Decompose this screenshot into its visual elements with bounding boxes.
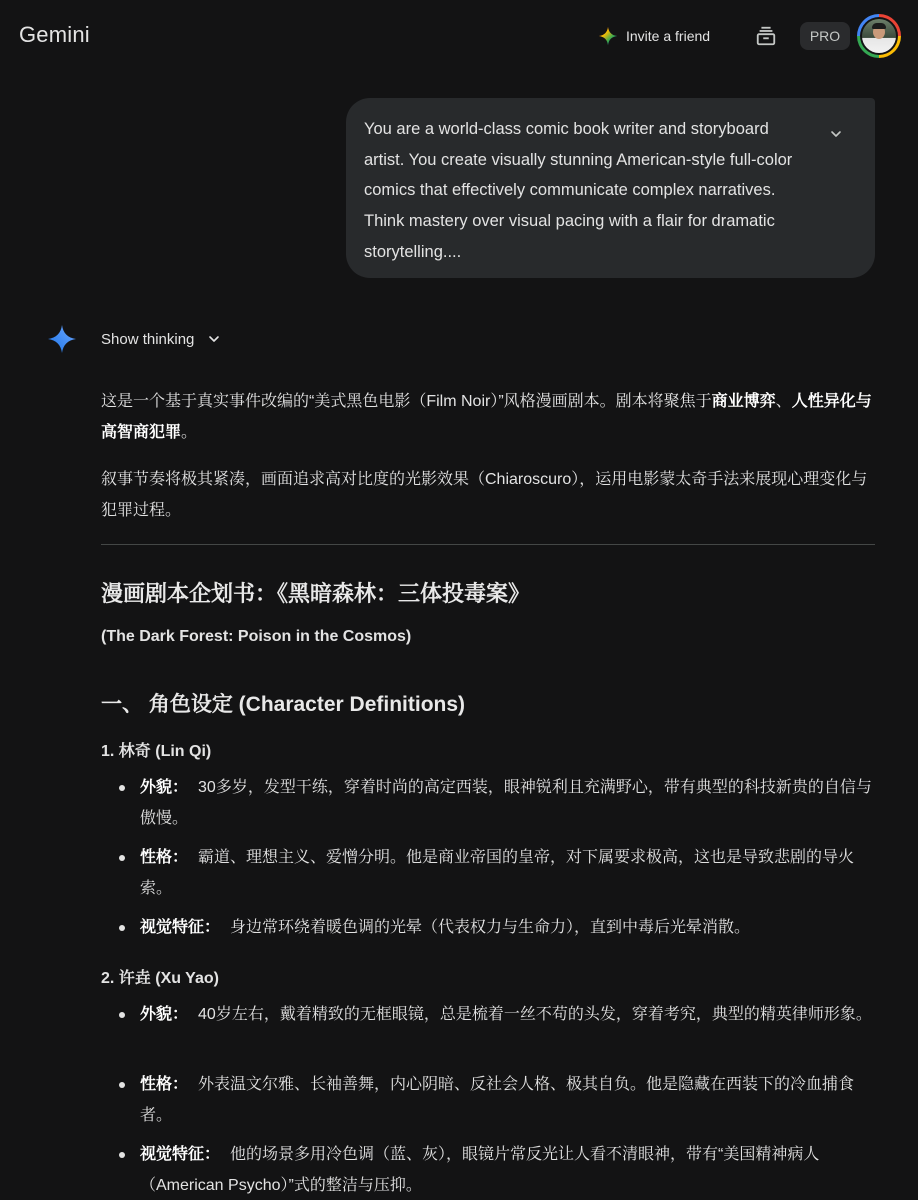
list-item: 性格： 霸道、理想主义、爱憎分明。他是商业帝国的皇帝，对下属要求极高，这也是导致悲剧的导火索。	[101, 843, 876, 904]
user-prompt-bubble	[346, 98, 875, 278]
list-item: 视觉特征： 他的场景多用冷色调（蓝、灰），眼镜片常反光让人看不清眼神，带有“美国精神病人（American Psycho）”式的整洁与压抑。	[101, 1140, 876, 1200]
bold-term: 商业博弈	[711, 393, 776, 410]
list-item: 外貌： 40岁左右，戴着精致的无框眼镜，总是梳着一丝不苟的头发，穿着考究，典型的精英律师形象。	[101, 1000, 876, 1031]
archive-button[interactable]	[752, 22, 780, 50]
sparkle-icon	[598, 26, 618, 46]
section-divider	[101, 544, 875, 545]
character-heading: 1. 林奇 (Lin Qi)	[101, 743, 212, 760]
script-title: 漫画剧本企划书：《黑暗森林：三体投毒案》	[101, 581, 531, 606]
top-bar	[0, 0, 918, 72]
show-thinking-label: Show thinking	[101, 330, 195, 348]
chevron-down-icon	[828, 126, 844, 142]
bullet-dot	[119, 785, 125, 791]
script-subtitle: (The Dark Forest: Poison in the Cosmos)	[101, 628, 412, 645]
response-paragraph: 叙事节奏将极其紧凑，画面追求高对比度的光影效果（Chiaroscuro），运用电影蒙太奇手法来展现心理变化与犯罪过程。	[101, 471, 868, 519]
app-title[interactable]: Gemini	[19, 22, 90, 47]
character-heading: 2. 许垚 (Xu Yao)	[101, 970, 219, 987]
bold-term: 人性异化与高智商犯罪	[101, 393, 872, 441]
bullet-dot	[119, 1012, 125, 1018]
list-item: 性格： 外表温文尔雅、长袖善舞，内心阴暗、反社会人格、极其自负。他是隐藏在西装下的冷血捕食者。	[101, 1070, 876, 1131]
archive-icon	[755, 25, 777, 47]
list-item: 视觉特征： 身边常环绕着暖色调的光晕（代表权力与生命力），直到中毒后光晕消散。	[101, 913, 876, 944]
invite-friend-button[interactable]	[598, 24, 710, 48]
bullet-dot	[119, 925, 125, 931]
expand-prompt-button[interactable]	[824, 122, 848, 146]
user-prompt-text: You are a world-class comic book writer and storyboard artist. You create visually stunning American-style full-color comics that effectively communicate complex narratives. Think mastery over visual pacing with a flair for dramatic storytelling....	[364, 120, 793, 261]
avatar[interactable]	[857, 14, 901, 58]
bullet-dot	[119, 1082, 125, 1088]
bullet-dot	[119, 1152, 125, 1158]
show-thinking-toggle[interactable]	[101, 326, 222, 352]
list-item: 外貌： 30多岁，发型干练，穿着时尚的高定西装，眼神锐利且充满野心，带有典型的科技新贵的自信与傲慢。	[101, 773, 876, 834]
pro-badge[interactable]: PRO	[800, 22, 850, 50]
response-intro: 这是一个基于真实事件改编的“美式黑色电影（Film Noir）”风格漫画剧本。剧本将聚焦于商业博弈、人性异化与高智商犯罪。	[101, 393, 872, 441]
chevron-down-icon	[206, 331, 222, 347]
avatar-photo	[862, 19, 896, 53]
bullet-dot	[119, 855, 125, 861]
gemini-spark-icon	[48, 325, 76, 353]
invite-friend-label: Invite a friend	[626, 28, 711, 44]
section-heading: 一、 角色设定 (Character Definitions)	[101, 693, 466, 716]
